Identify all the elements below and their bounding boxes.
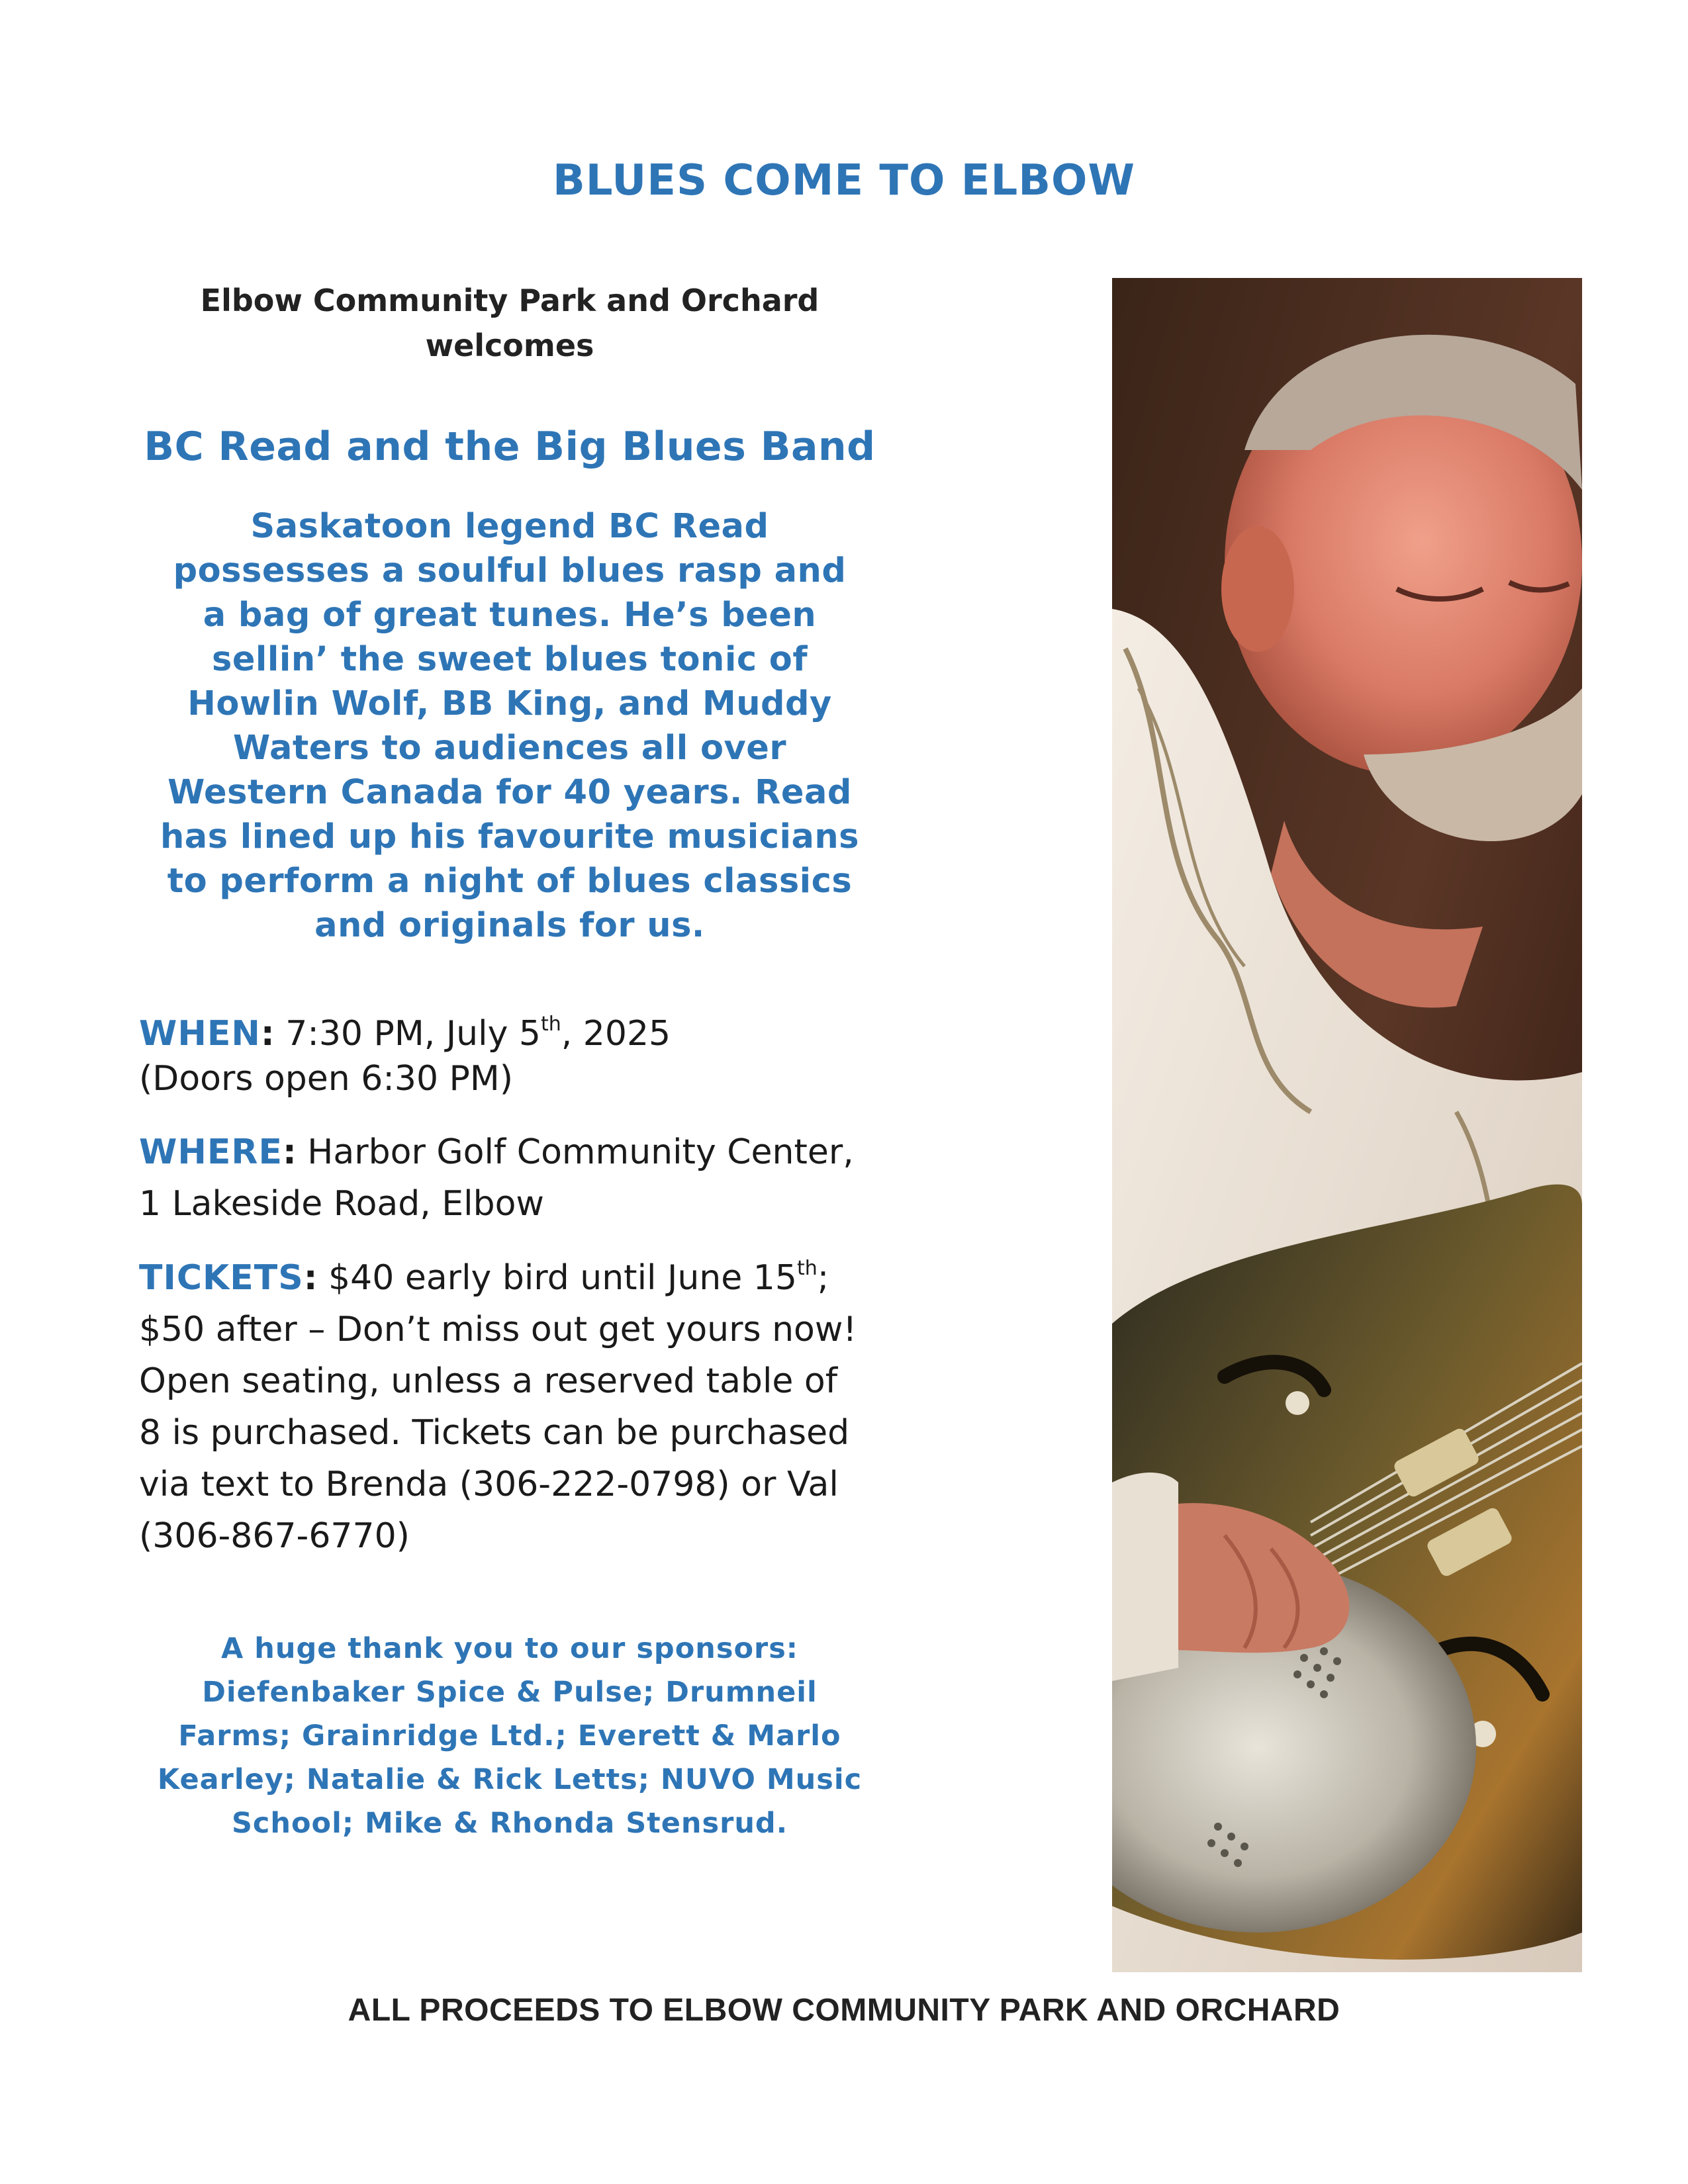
host-welcomes: welcomes: [425, 328, 594, 363]
tickets-date-suffix: th: [796, 1257, 818, 1280]
tickets-block: [139, 1252, 947, 1562]
tickets-detail-line: via text to Brenda (306-222-0798) or Val: [139, 1465, 839, 1504]
when-colon: :: [260, 1014, 275, 1054]
sponsors-line: A huge thank you to our sponsors:: [221, 1632, 798, 1665]
when-year: , 2025: [561, 1014, 671, 1054]
sponsors-block: [132, 1627, 887, 1845]
where-line: [139, 1126, 947, 1178]
sponsors-line: Farms; Grainridge Ltd.; Everett & Marlo: [178, 1719, 841, 1752]
when-line: [139, 1011, 947, 1056]
sponsors-line: Diefenbaker Spice & Pulse; Drumneil: [202, 1676, 818, 1709]
tickets-colon: :: [303, 1258, 318, 1298]
musician-photo-illustration: [1112, 278, 1582, 1972]
band-description: [132, 504, 887, 948]
tickets-semicolon: ;: [817, 1258, 829, 1298]
description-line: Western Canada for 40 years. Read: [167, 773, 852, 812]
doors-open: (Doors open 6:30 PM): [139, 1059, 514, 1099]
tickets-detail-line: $50 after – Don’t miss out get yours now!: [139, 1310, 857, 1349]
description-line: and originals for us.: [314, 906, 705, 945]
when-label: WHEN: [139, 1014, 261, 1054]
footer-proceeds: ALL PROCEEDS TO ELBOW COMMUNITY PARK AND ORCHARD: [348, 1993, 1340, 2028]
when-date-suffix: th: [540, 1013, 561, 1036]
description-line: to perform a night of blues classics: [167, 862, 853, 901]
description-line: Saskatoon legend BC Read: [250, 507, 769, 546]
tickets-label: TICKETS: [139, 1258, 304, 1298]
where-block: [139, 1126, 947, 1230]
when-block: [139, 1011, 947, 1101]
when-date: 7:30 PM, July 5: [274, 1014, 541, 1054]
description-line: possesses a soulful blues rasp and: [173, 551, 847, 590]
tickets-detail-line: (306-867-6770): [139, 1516, 410, 1556]
sponsors-line: Kearley; Natalie & Rick Letts; NUVO Music: [157, 1763, 863, 1796]
description-line: sellin’ the sweet blues tonic of: [211, 640, 808, 679]
page-title: BLUES COME TO ELBOW: [552, 156, 1136, 205]
description-line: a bag of great tunes. He’s been: [203, 596, 817, 635]
tickets-early-bird: $40 early bird until June 15: [317, 1258, 797, 1298]
description-line: Waters to audiences all over: [233, 729, 786, 768]
tickets-detail-line: Open seating, unless a reserved table of: [139, 1361, 838, 1401]
description-line: Howlin Wolf, BB King, and Muddy: [187, 684, 832, 723]
where-address: 1 Lakeside Road, Elbow: [139, 1184, 544, 1224]
host-block: [132, 278, 887, 368]
where-label: WHERE: [139, 1132, 283, 1172]
sponsors-line: School; Mike & Rhonda Stensrud.: [231, 1807, 788, 1840]
where-venue: Harbor Golf Community Center,: [296, 1132, 854, 1172]
description-line: has lined up his favourite musicians: [160, 817, 860, 856]
musician-photo: [1112, 278, 1582, 1972]
host-name: Elbow Community Park and Orchard: [200, 283, 820, 318]
band-name: BC Read and the Big Blues Band: [144, 424, 876, 470]
tickets-line: [139, 1252, 947, 1304]
tickets-detail-line: 8 is purchased. Tickets can be purchased: [139, 1413, 850, 1453]
where-colon: :: [282, 1132, 297, 1172]
